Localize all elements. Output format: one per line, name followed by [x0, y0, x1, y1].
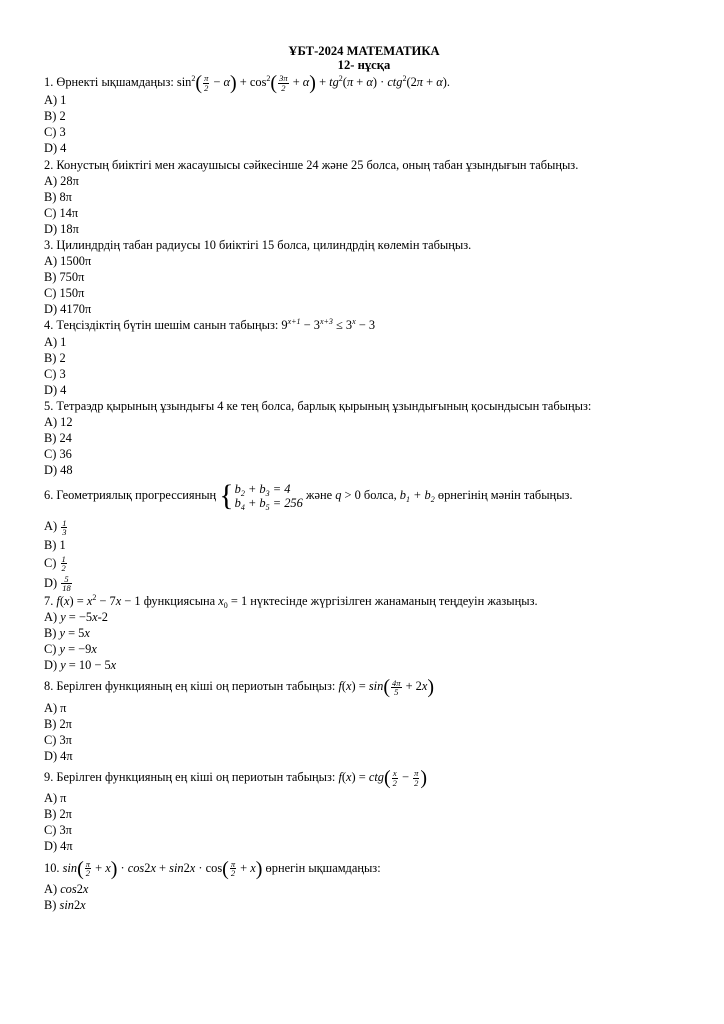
- question-2: 2. Конустың биіктігі мен жасаушысы сәйкесінше 24 және 25 болса, оның табан ұзындығын табыңыз.: [44, 157, 579, 172]
- q4-option-d[interactable]: D) 4: [44, 382, 67, 397]
- question-8: [44, 676, 684, 699]
- question-1: [44, 72, 684, 92]
- question-6: 6. Геометриялық прогрессияның { $b_2 + b_3 = 4$ $b_4 + b_5 = 256$ және q > 0 болса, $b_1 + b_2$ өрнегінің мәнін табыңыз.: [44, 479, 573, 513]
- question-6-end: өрнегінің мәнін табыңыз.: [437, 488, 573, 503]
- q6-option-b[interactable]: B) 1: [44, 537, 66, 552]
- q7-option-b[interactable]: B) y = 5x: [44, 626, 90, 641]
- question-10-formula: sin( $\frac{\pi}{2}$ + x) · cos2x + sin2x · cos( $\frac{\pi}{2}$ + x): [62, 857, 263, 880]
- q2-option-a[interactable]: A) 28π: [44, 173, 79, 188]
- fraction-1-2: $\frac{1}{2}$: [61, 553, 66, 574]
- fraction-1-3: $\frac{1}{3}$: [62, 517, 67, 538]
- question-6-and: және: [305, 488, 333, 503]
- q4-option-a[interactable]: A) 1: [44, 334, 67, 349]
- q2-option-b[interactable]: B) 8π: [44, 189, 72, 204]
- q2-option-d[interactable]: D) 18π: [44, 221, 79, 236]
- question-4-formula: $9^{x+1} - 3^{x+3} \le 3^x - 3$: [281, 317, 376, 333]
- question-6-condition: q: [335, 488, 342, 503]
- q9-option-a[interactable]: A) π: [44, 791, 67, 806]
- question-3: 3. Цилиндрдің табан радиусы 10 биіктігі 15 болса, цилиндрдің көлемін табыңыз.: [44, 238, 472, 252]
- question-7-function: f: [56, 593, 60, 608]
- question-6-tail: болса,: [363, 488, 397, 503]
- q5-option-d[interactable]: D) 48: [44, 463, 73, 478]
- question-9-formula: f(x) = ctg( $\frac{x}{2}$ − $\frac{\pi}{2}$ ): [338, 766, 428, 789]
- q8-option-c[interactable]: C) 3π: [44, 732, 72, 747]
- question-7-text: функциясына: [143, 593, 216, 608]
- q1-option-a[interactable]: A) 1: [44, 93, 67, 108]
- exam-page: [44, 44, 684, 913]
- q5-option-b[interactable]: B) 24: [44, 431, 72, 446]
- q6-option-d[interactable]: D) $\frac{5}{18}$: [44, 573, 71, 594]
- q4-option-c[interactable]: C) 3: [44, 366, 66, 381]
- q1-option-c[interactable]: C) 3: [44, 125, 66, 140]
- q9-option-d[interactable]: D) 4π: [44, 839, 73, 854]
- question-7-tail: нүктесінде жүргізілген жанаманың теңдеуін жазыңыз.: [250, 593, 538, 608]
- variant-label: 12- нұсқа: [337, 58, 391, 72]
- question-9: [44, 767, 684, 787]
- question-7-number: 7.: [44, 593, 54, 608]
- question-7: 7. $f(x) = x^2 - 7x - 1$ функциясына $x_0 = 1$ нүктесінде жүргізілген жанаманың теңдеуін жазыңыз.: [44, 592, 538, 610]
- q8-option-b[interactable]: B) 2π: [44, 716, 72, 731]
- question-4: [44, 317, 684, 333]
- question-10-number: 10.: [44, 860, 60, 875]
- q5-option-c[interactable]: C) 36: [44, 447, 72, 462]
- q8-option-a[interactable]: A) π: [44, 700, 67, 715]
- q7-option-a[interactable]: A) y = −5x-2: [44, 610, 108, 625]
- question-4-text: 4. Теңсіздіктің бүтін шешім санын табыңыз:: [44, 318, 279, 333]
- question-10-text: өрнегін ықшамдаңыз:: [265, 860, 381, 875]
- question-6-system: { $b_2 + b_3 = 4$ $b_4 + b_5 = 256$: [219, 479, 303, 513]
- question-6-text: 6. Геометриялық прогрессияның: [44, 488, 217, 503]
- question-1-text: 1. Өрнекті ықшамдаңыз:: [44, 75, 174, 89]
- question-6-expression: $b_1 + b_2$: [399, 488, 435, 505]
- q3-option-b[interactable]: B) 750π: [44, 270, 85, 285]
- q3-option-d[interactable]: D) 4170π: [44, 302, 92, 317]
- q9-option-b[interactable]: B) 2π: [44, 807, 72, 822]
- question-8-formula: f(x) = sin( $\frac{4\pi}{5}$ + 2x): [338, 676, 435, 699]
- question-8-text: 8. Берілген функцияның ең кіші оң периотын табыңыз:: [44, 679, 336, 694]
- q3-option-a[interactable]: A) 1500π: [44, 254, 92, 269]
- q10-option-a[interactable]: A) cos2x: [44, 881, 89, 896]
- q4-option-b[interactable]: B) 2: [44, 350, 66, 365]
- q10-option-b[interactable]: B) sin2x: [44, 897, 86, 912]
- q7-option-d[interactable]: D) y = 10 − 5x: [44, 658, 117, 673]
- q1-option-b[interactable]: B) 2: [44, 109, 66, 124]
- q3-option-c[interactable]: C) 150π: [44, 286, 85, 301]
- question-9-text: 9. Берілген функцияның ең кіші оң периотын табыңыз:: [44, 769, 336, 784]
- q8-option-d[interactable]: D) 4π: [44, 748, 73, 763]
- q6-option-c[interactable]: C) $\frac{1}{2}$: [44, 553, 66, 574]
- q9-option-c[interactable]: C) 3π: [44, 823, 72, 838]
- q1-option-d[interactable]: D) 4: [44, 141, 67, 156]
- question-10: [44, 858, 684, 878]
- page-title: ҰБТ-2024 МАТЕМАТИКА: [288, 44, 440, 58]
- question-1-formula: $\sin^2$( $\frac{\pi}{2}$ − $\alpha) + \cos^2$( $\frac{3\pi}{2}$ + $\alpha) + tg^2(\pi + \alpha) \cdot ctg^2(2\pi + \alpha)$.: [176, 72, 450, 94]
- fraction-5-18: $\frac{5}{18}$: [62, 573, 71, 594]
- q7-option-c[interactable]: C) y = −9x: [44, 642, 97, 657]
- q5-option-a[interactable]: A) 12: [44, 415, 73, 430]
- q2-option-c[interactable]: C) 14π: [44, 205, 79, 220]
- question-5: 5. Тетраэдр қырының ұзындығы 4 ке тең болса, барлық қырының ұзындығының қосындысын табыңыз:: [44, 398, 592, 413]
- q6-option-a[interactable]: A) $\frac{1}{3}$: [44, 517, 67, 538]
